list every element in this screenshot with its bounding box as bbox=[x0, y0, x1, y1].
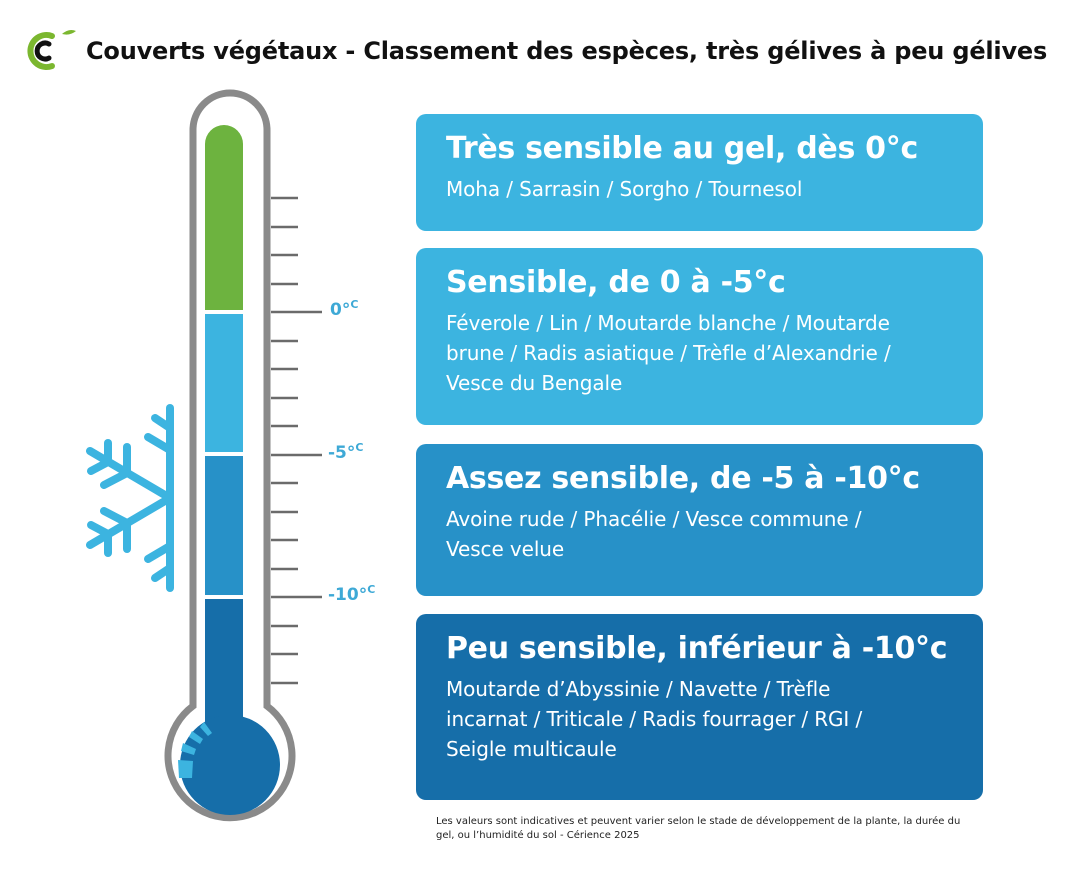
card-species: Moutarde d’Abyssinie / Navette / Trèfle incarnat / Triticale / Radis fourrager / RGI / Seigle multicaule bbox=[446, 677, 863, 761]
page-title: Couverts végétaux - Classement des espèces, très gélives à peu gélives bbox=[86, 37, 1048, 65]
card-title: Peu sensible, inférieur à -10°c bbox=[446, 631, 948, 666]
thermometer-segment-mid-blue bbox=[205, 456, 243, 595]
card-species: Avoine rude / Phacélie / Vesce commune / Vesce velue bbox=[446, 507, 862, 561]
card-tres-sensible bbox=[416, 114, 983, 231]
footnote: Les valeurs sont indicatives et peuvent varier selon le stade de développement de la plante, la durée du gel, ou l’humidité du sol - Cérience 2025 bbox=[436, 816, 961, 841]
label-minus-5c: -5°$^C$ bbox=[328, 441, 364, 463]
card-title: Assez sensible, de -5 à -10°c bbox=[446, 461, 920, 496]
thermometer-bulb bbox=[180, 715, 280, 815]
card-species: Féverole / Lin / Moutarde blanche / Moutarde brune / Radis asiatique / Trèfle d’Alexandrie / Vesce du Bengale bbox=[446, 311, 891, 395]
label-minus-10c: -10°$^C$ bbox=[328, 583, 376, 605]
card-peu-sensible bbox=[416, 614, 983, 800]
snowflake-icon bbox=[90, 408, 170, 588]
card-assez-sensible bbox=[416, 444, 983, 596]
card-species: Moha / Sarrasin / Sorgho / Tournesol bbox=[446, 177, 803, 201]
card-sensible bbox=[416, 248, 983, 425]
label-0c: 0°$^C$ bbox=[330, 298, 359, 320]
card-title: Sensible, de 0 à -5°c bbox=[446, 265, 786, 300]
thermometer-ticks bbox=[271, 198, 322, 683]
thermometer-segment-light-blue bbox=[205, 314, 243, 452]
card-title: Très sensible au gel, dès 0°c bbox=[446, 131, 918, 166]
